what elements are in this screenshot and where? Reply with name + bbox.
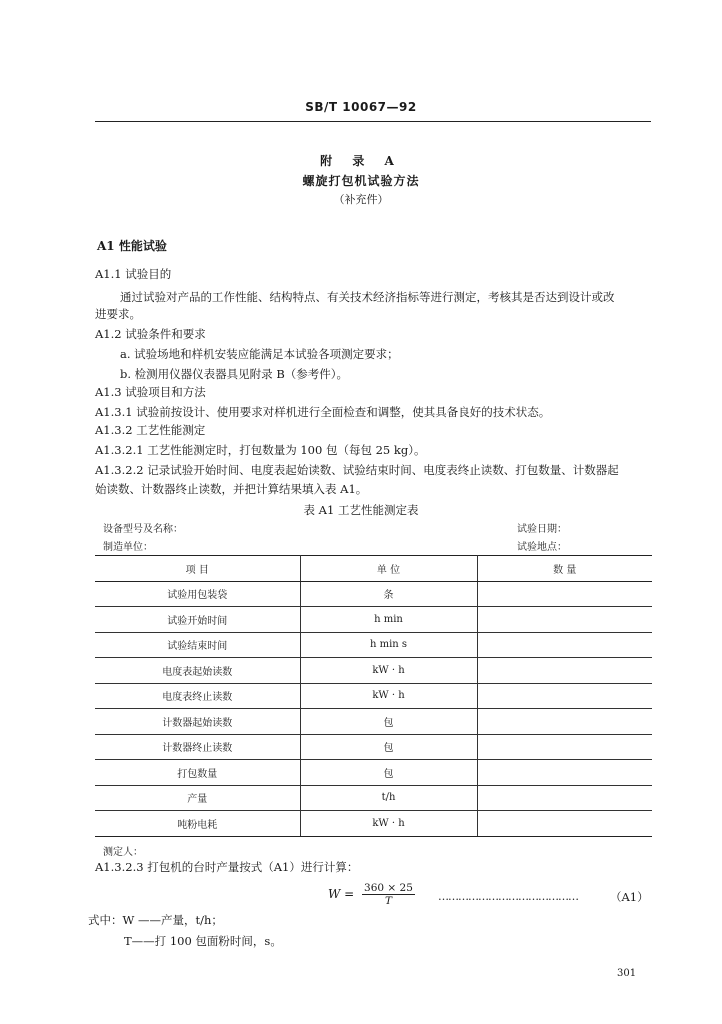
- column-header-quantity: 数 量: [477, 556, 652, 582]
- table-row: [95, 683, 652, 709]
- section-a1321: A1.3.2.1 工艺性能测定时，打包数量为 100 包（每包 25 kg）。: [95, 443, 426, 457]
- cell-quantity: [477, 760, 652, 786]
- formula-where-line1: 式中：W ——产量，t/h；: [88, 913, 223, 927]
- cell-unit: h min s: [300, 632, 477, 658]
- cell-quantity: [477, 785, 652, 811]
- section-a131: A1.3.1 试验前按设计、使用要求对样机进行全面检查和调整，使其具备良好的技术状态。: [95, 405, 551, 419]
- table-meta-equipment: 设备型号及名称：: [103, 524, 183, 535]
- table-row: [95, 760, 652, 786]
- formula-numerator: 360 × 25: [364, 882, 413, 894]
- section-a132-heading: A1.3.2 工艺性能测定: [95, 423, 206, 437]
- title-note: （补充件）: [333, 193, 389, 206]
- cell-unit: 包: [300, 734, 477, 760]
- section-a11-body-line2: 进要求。: [95, 307, 141, 321]
- cell-item: 试验开始时间: [95, 607, 300, 633]
- table-row: [95, 581, 652, 607]
- cell-item: 试验用包装袋: [95, 581, 300, 607]
- table-row: [95, 658, 652, 684]
- column-header-unit: 单 位: [300, 556, 477, 582]
- cell-item: 电度表起始读数: [95, 658, 300, 684]
- cell-unit: kW · h: [300, 811, 477, 837]
- formula-lhs: W =: [328, 887, 355, 901]
- section-a1322-line2: 始读数、计数器终止读数，并把计算结果填入表 A1。: [95, 482, 368, 496]
- section-a12-item-b: b. 检测用仪器仪表器具见附录 B（参考件）。: [120, 367, 349, 381]
- formula-denominator: T: [384, 895, 392, 907]
- cell-item: 产量: [95, 785, 300, 811]
- section-a12-item-a: a. 试验场地和样机安装应能满足本试验各项测定要求；: [120, 347, 399, 361]
- table-meta-test-date: 试验日期：: [517, 524, 567, 535]
- table-row: [95, 607, 652, 633]
- table-caption: 表 A1 工艺性能测定表: [303, 503, 419, 517]
- cell-item: 计数器起始读数: [95, 709, 300, 735]
- page-title: 螺旋打包机试验方法: [302, 174, 420, 188]
- cell-quantity: [477, 683, 652, 709]
- formula-where-line2: T——打 100 包面粉时间，s。: [124, 934, 282, 948]
- appendix-label: 附 录 A: [320, 154, 402, 168]
- cell-quantity: [477, 734, 652, 760]
- cell-unit: 包: [300, 760, 477, 786]
- formula-fraction: [362, 882, 415, 907]
- cell-unit: kW · h: [300, 658, 477, 684]
- table-row: [95, 632, 652, 658]
- header-rule: [95, 121, 651, 122]
- performance-table: [95, 555, 652, 837]
- table-row: [95, 709, 652, 735]
- section-a11-body-line1: 通过试验对产品的工作性能、结构特点、有关技术经济指标等进行测定，考核其是否达到设计或改: [120, 290, 615, 304]
- cell-item: 电度表终止读数: [95, 683, 300, 709]
- section-a11-heading: A1.1 试验目的: [95, 267, 172, 281]
- standard-code-header: SB/T 10067—92: [305, 100, 417, 114]
- formula-leader-dots: ……………………………………: [438, 890, 578, 903]
- cell-unit: 包: [300, 709, 477, 735]
- cell-unit: 条: [300, 581, 477, 607]
- page-number: 301: [617, 968, 637, 979]
- table-row: [95, 734, 652, 760]
- cell-quantity: [477, 581, 652, 607]
- cell-quantity: [477, 607, 652, 633]
- cell-quantity: [477, 709, 652, 735]
- cell-quantity: [477, 811, 652, 837]
- cell-item: 吨粉电耗: [95, 811, 300, 837]
- column-header-item: 项 目: [95, 556, 300, 582]
- formula-a1: [328, 882, 419, 907]
- table-row: [95, 785, 652, 811]
- table-meta-test-location: 试验地点：: [517, 542, 567, 553]
- cell-item: 试验结束时间: [95, 632, 300, 658]
- table-header-row: [95, 556, 652, 582]
- section-a13-heading: A1.3 试验项目和方法: [95, 385, 206, 399]
- table-meta-manufacturer: 制造单位：: [103, 542, 153, 553]
- cell-item: 计数器终止读数: [95, 734, 300, 760]
- cell-unit: kW · h: [300, 683, 477, 709]
- cell-quantity: [477, 632, 652, 658]
- cell-unit: h min: [300, 607, 477, 633]
- cell-unit: t/h: [300, 785, 477, 811]
- section-a1322-line1: A1.3.2.2 记录试验开始时间、电度表起始读数、试验结束时间、电度表终止读数、打包数量、计数器起: [95, 463, 619, 477]
- table-row: [95, 811, 652, 837]
- formula-label: （A1）: [610, 890, 649, 904]
- section-a12-heading: A1.2 试验条件和要求: [95, 327, 206, 341]
- cell-quantity: [477, 658, 652, 684]
- section-a1323-intro: A1.3.2.3 打包机的台时产量按式（A1）进行计算：: [95, 860, 359, 874]
- cell-item: 打包数量: [95, 760, 300, 786]
- tester-label: 测定人：: [103, 847, 143, 858]
- section-a1-heading: A1 性能试验: [97, 239, 167, 253]
